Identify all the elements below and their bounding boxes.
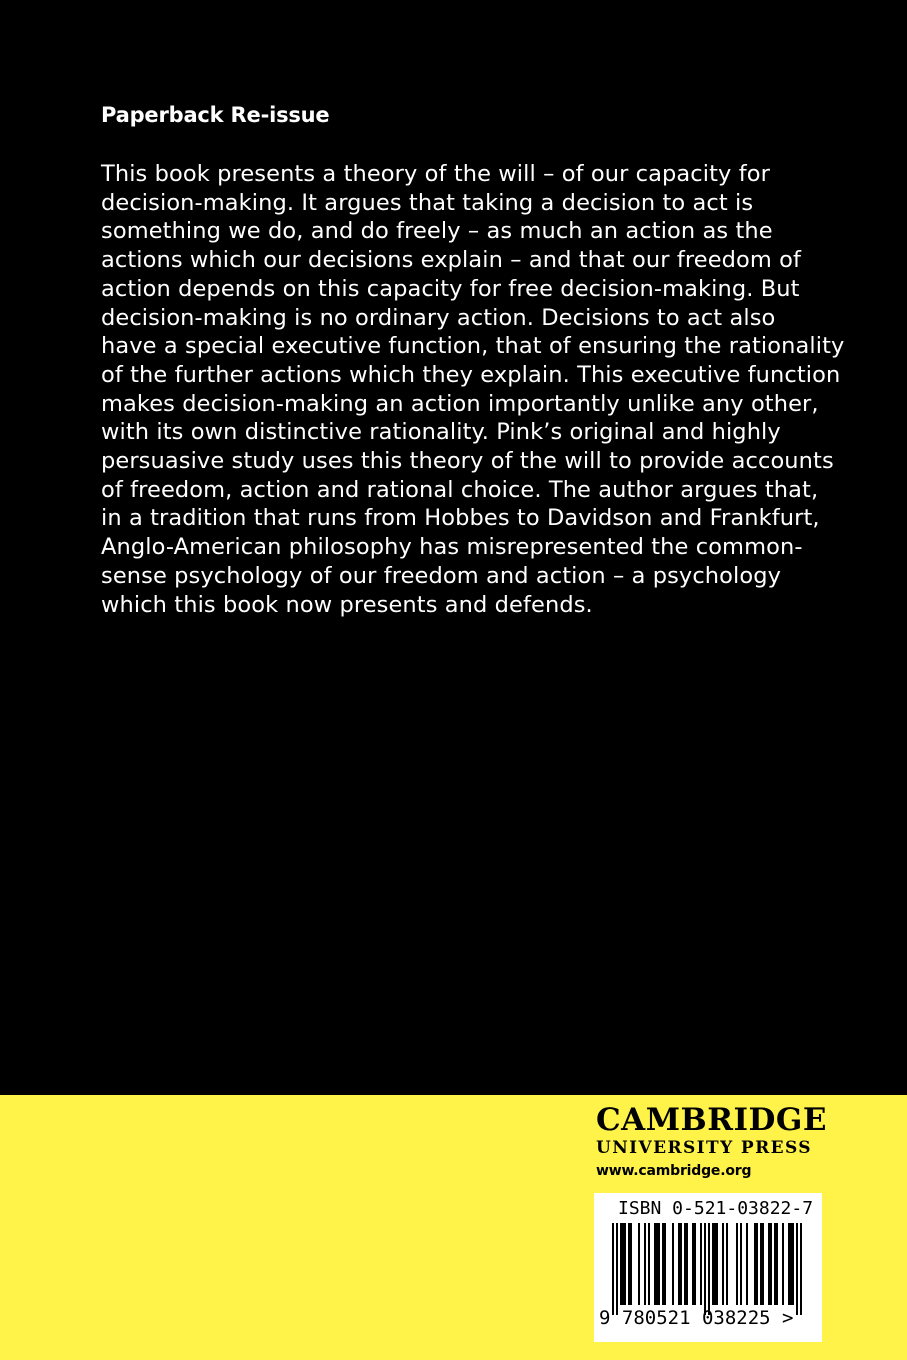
barcode-bar (712, 1223, 714, 1305)
description-line: action depends on this capacity for free decision-making. But (101, 275, 800, 302)
description-line: have a special executive function, that of ensuring the rationality (101, 333, 845, 360)
description-line: in a tradition that runs from Hobbes to Davidson and Frankfurt, (101, 505, 820, 532)
barcode-bar (686, 1223, 688, 1305)
barcode-bar (694, 1223, 696, 1305)
barcode-bar (774, 1223, 776, 1305)
barcode-bar (796, 1223, 798, 1315)
description-line: makes decision-making an action importantly unlike any other, (101, 390, 819, 417)
description-line: of freedom, action and rational choice. The author argues that, (101, 476, 819, 503)
barcode-bar (622, 1223, 624, 1305)
description-line: something we do, and do freely – as much an action as the (101, 218, 773, 245)
barcode-bar (788, 1223, 790, 1305)
barcode-bar (704, 1223, 706, 1315)
publisher-url: www.cambridge.org (596, 1163, 752, 1179)
barcode-bar (726, 1223, 728, 1305)
description-line: actions which our decisions explain – and that our freedom of (101, 247, 802, 274)
publisher-name: CAMBRIDGE (596, 1102, 827, 1138)
barcode-bar (790, 1223, 792, 1305)
description-line: which this book now presents and defends. (101, 591, 593, 618)
barcode-bar (648, 1223, 650, 1305)
barcode-bar (756, 1223, 758, 1305)
publisher-logo (596, 1103, 826, 1183)
barcode-bar (656, 1223, 658, 1305)
description-line: with its own distinctive rationality. Pink’s original and highly (101, 419, 781, 446)
barcode-bar (624, 1223, 626, 1305)
publisher-subtitle: UNIVERSITY PRESS (596, 1138, 812, 1158)
barcode-bar (692, 1223, 694, 1305)
description-line: decision-making. It argues that taking a decision to act is (101, 189, 754, 216)
barcode-bar (768, 1223, 770, 1305)
barcode-bar (644, 1223, 646, 1305)
barcode-bar (700, 1223, 702, 1305)
barcode-bar (776, 1223, 778, 1305)
barcode-bar (654, 1223, 656, 1305)
barcode-bar (680, 1223, 682, 1305)
description-line: of the further actions which they explain. This executive function (101, 361, 841, 388)
barcode-bar (662, 1223, 664, 1305)
barcode-bar (612, 1223, 614, 1315)
barcode-bar (664, 1223, 666, 1305)
barcode-bar (782, 1223, 784, 1305)
barcode-bar (754, 1223, 756, 1305)
barcode-digits: 9 780521 038225 > (599, 1307, 794, 1329)
barcode-bar (678, 1223, 680, 1305)
barcode-bar (760, 1223, 762, 1305)
barcode-bar (746, 1223, 748, 1305)
barcode-bar (800, 1223, 802, 1315)
reissue-heading: Paperback Re-issue (101, 103, 330, 127)
barcode-bar (762, 1223, 764, 1305)
isbn-label: ISBN 0-521-03822-7 (618, 1198, 814, 1219)
barcode-bar (770, 1223, 772, 1305)
barcode-bar (616, 1223, 618, 1315)
description-line: Anglo-American philosophy has misrepresented the common- (101, 534, 803, 561)
description-line: sense psychology of our freedom and action – a psychology (101, 562, 782, 589)
barcode-bar (684, 1223, 686, 1305)
barcode-bar (708, 1223, 710, 1315)
barcode-bar (792, 1223, 794, 1305)
barcode-bar (740, 1223, 742, 1305)
description-line: persuasive study uses this theory of the will to provide accounts (101, 448, 834, 475)
barcode-bar (628, 1223, 630, 1305)
barcode-bar (658, 1223, 660, 1305)
description-line: This book presents a theory of the will – of our capacity for (101, 161, 770, 187)
barcode-box (594, 1193, 822, 1342)
barcode-bar (630, 1223, 632, 1305)
book-description (101, 160, 845, 619)
barcode-bar (672, 1223, 674, 1305)
barcode-bar (736, 1223, 738, 1305)
description-line: decision-making is no ordinary action. Decisions to act also (101, 304, 776, 331)
barcode-bar (714, 1223, 716, 1305)
barcode-bar (620, 1223, 622, 1305)
barcode-bar (638, 1223, 640, 1305)
barcode-bar (722, 1223, 724, 1305)
barcode-bar (716, 1223, 718, 1305)
